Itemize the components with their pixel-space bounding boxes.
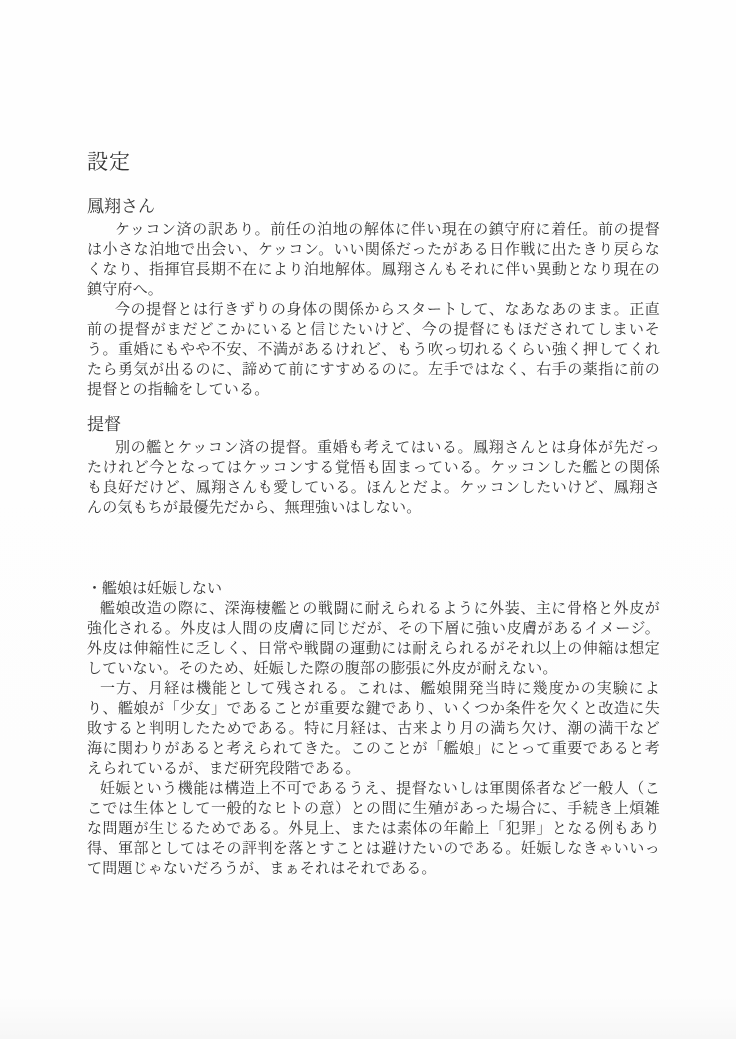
kanmusu-paragraph-1: 艦娘改造の際に、深海棲艦との戦闘に耐えられるように外装、主に骨格と外皮が強化される。外皮は人間の皮膚に同じだが、その下層に強い皮膚があるイメージ。外皮は伸縮性に乏しく、日常や戦闘の運動には耐えられるがそれ以上の伸縮は想定していない。そのため、妊娠した際の腹部の膨張に外皮が耐えない。: [87, 601, 660, 677]
section-heading-kanmusu-pregnancy: ・艦娘は妊娠しない: [87, 581, 223, 597]
houshou-paragraph-1: ケッコン済の訳あり。前任の泊地の解体に伴い現在の鎮守府に着任。前の提督は小さな泊地で出会い、ケッコン。いい関係だったがある日作戦に出たきり戻らなくなり、指揮官長期不在により泊地解体。鳳翔さんもそれに伴い異動となり現在の鎮守府へ。: [87, 222, 660, 298]
section-heading-teitoku: 提督: [87, 415, 121, 434]
section-teitoku: [87, 415, 660, 518]
section-heading-houshou: 鳳翔さん: [87, 197, 155, 216]
section-kanmusu-pregnancy: [87, 579, 660, 879]
text-column: [87, 0, 660, 879]
page-title: 設定: [87, 150, 131, 174]
houshou-paragraph-2: 今の提督とは行きずりの身体の関係からスタートして、なあなあのまま。正直前の提督がまだどこかにいると信じたいけど、今の提督にもほだされてしまいそう。重婚にもやや不安、不満があるけれど、もう吹っ切れるくらい強く押してくれたら勇気が出るのに、諦めて前にすすめるのに。左手ではなく、右手の薬指に前の提督との指輪をしている。: [87, 302, 660, 398]
kanmusu-paragraph-3: 妊娠という機能は構造上不可であるうえ、提督ないしは軍関係者など一般人（ここでは生体として一般的なヒトの意）との間に生殖があった場合に、手続き上煩雑な問題が生じるためである。外見上、または素体の年齢上「犯罪」となる例もあり得、軍部としてはその評判を落とすことは避けたいのである。妊娠しなきゃいいって問題じゃないだろうが、まぁそれはそれである。: [87, 781, 660, 877]
kanmusu-paragraph-2: 一方、月経は機能として残される。これは、艦娘開発当時に幾度かの実験により、艦娘が「少女」であることが重要な鍵であり、いくつか条件を欠くと改造に失敗すると判明したためである。特に月経は、古来より月の満ち欠け、潮の満干など海に関わりがあると考えられてきた。このことが「艦娘」にとって重要であると考えられているが、まだ研究段階である。: [87, 681, 660, 777]
section-houshou: [87, 197, 660, 400]
teitoku-paragraph-1: 別の艦とケッコン済の提督。重婚も考えてはいる。鳳翔さんとは身体が先だったけれど今となってはケッコンする覚悟も固まっている。ケッコンした艦との関係も良好だけど、鳳翔さんも愛している。ほんとだよ。ケッコンしたいけど、鳳翔さんの気もちが最優先だから、無理強いはしない。: [87, 440, 660, 516]
